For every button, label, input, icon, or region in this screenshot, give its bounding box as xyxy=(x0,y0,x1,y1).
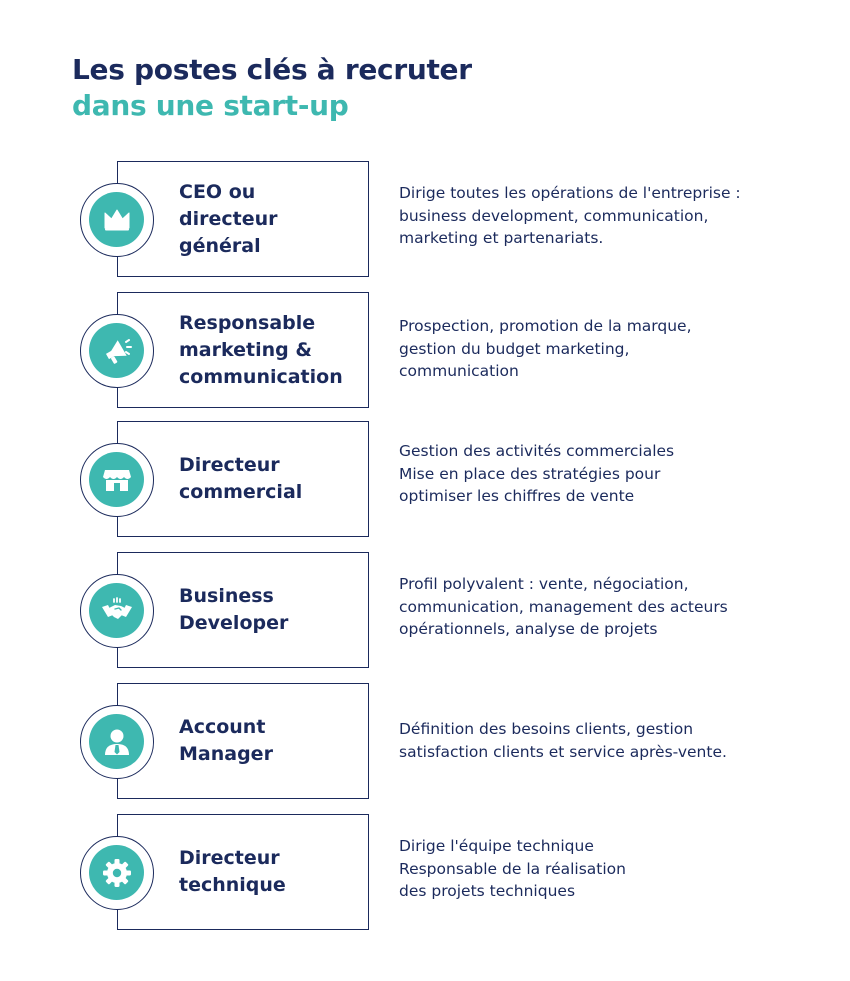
role-row-commercial xyxy=(0,421,850,539)
role-description: Profil polyvalent : vente, négociation, communication, management des acteurs opérationnels, analyse de projets xyxy=(399,575,728,638)
storefront-icon xyxy=(99,462,135,498)
role-row-account-manager xyxy=(0,683,850,801)
role-badge xyxy=(80,705,154,779)
role-title: Directeur commercial xyxy=(179,454,303,503)
handshake-icon xyxy=(99,593,135,629)
role-title: Directeur technique xyxy=(179,847,286,896)
role-description: Dirige toutes les opérations de l'entreprise : business development, communication, marketing et partenariats. xyxy=(399,184,741,247)
title-line-2: dans une start-up xyxy=(72,89,349,122)
role-description: Dirige l'équipe technique Responsable de la réalisation des projets techniques xyxy=(399,837,626,900)
role-badge xyxy=(80,574,154,648)
role-badge xyxy=(80,836,154,910)
page-title xyxy=(72,52,472,124)
crown-icon xyxy=(99,202,135,238)
role-row-business-developer xyxy=(0,552,850,670)
role-title: CEO ou directeur général xyxy=(179,180,278,257)
role-title: Account Manager xyxy=(179,716,273,765)
gear-icon xyxy=(99,855,135,891)
role-badge xyxy=(80,443,154,517)
role-description: Définition des besoins clients, gestion satisfaction clients et service après-vente. xyxy=(399,720,727,761)
role-badge xyxy=(80,183,154,257)
role-row-marketing xyxy=(0,292,850,410)
role-row-ceo xyxy=(0,161,850,279)
role-title: Responsable marketing & communication xyxy=(179,311,343,388)
megaphone-icon xyxy=(99,333,135,369)
role-description: Prospection, promotion de la marque, gestion du budget marketing, communication xyxy=(399,317,692,380)
user-tie-icon xyxy=(99,724,135,760)
role-description: Gestion des activités commerciales Mise en place des stratégies pour optimiser les chiffres de vente xyxy=(399,442,675,505)
role-row-technique xyxy=(0,814,850,932)
title-line-1: Les postes clés à recruter xyxy=(72,53,472,86)
role-badge xyxy=(80,314,154,388)
role-title: Business Developer xyxy=(179,585,289,634)
